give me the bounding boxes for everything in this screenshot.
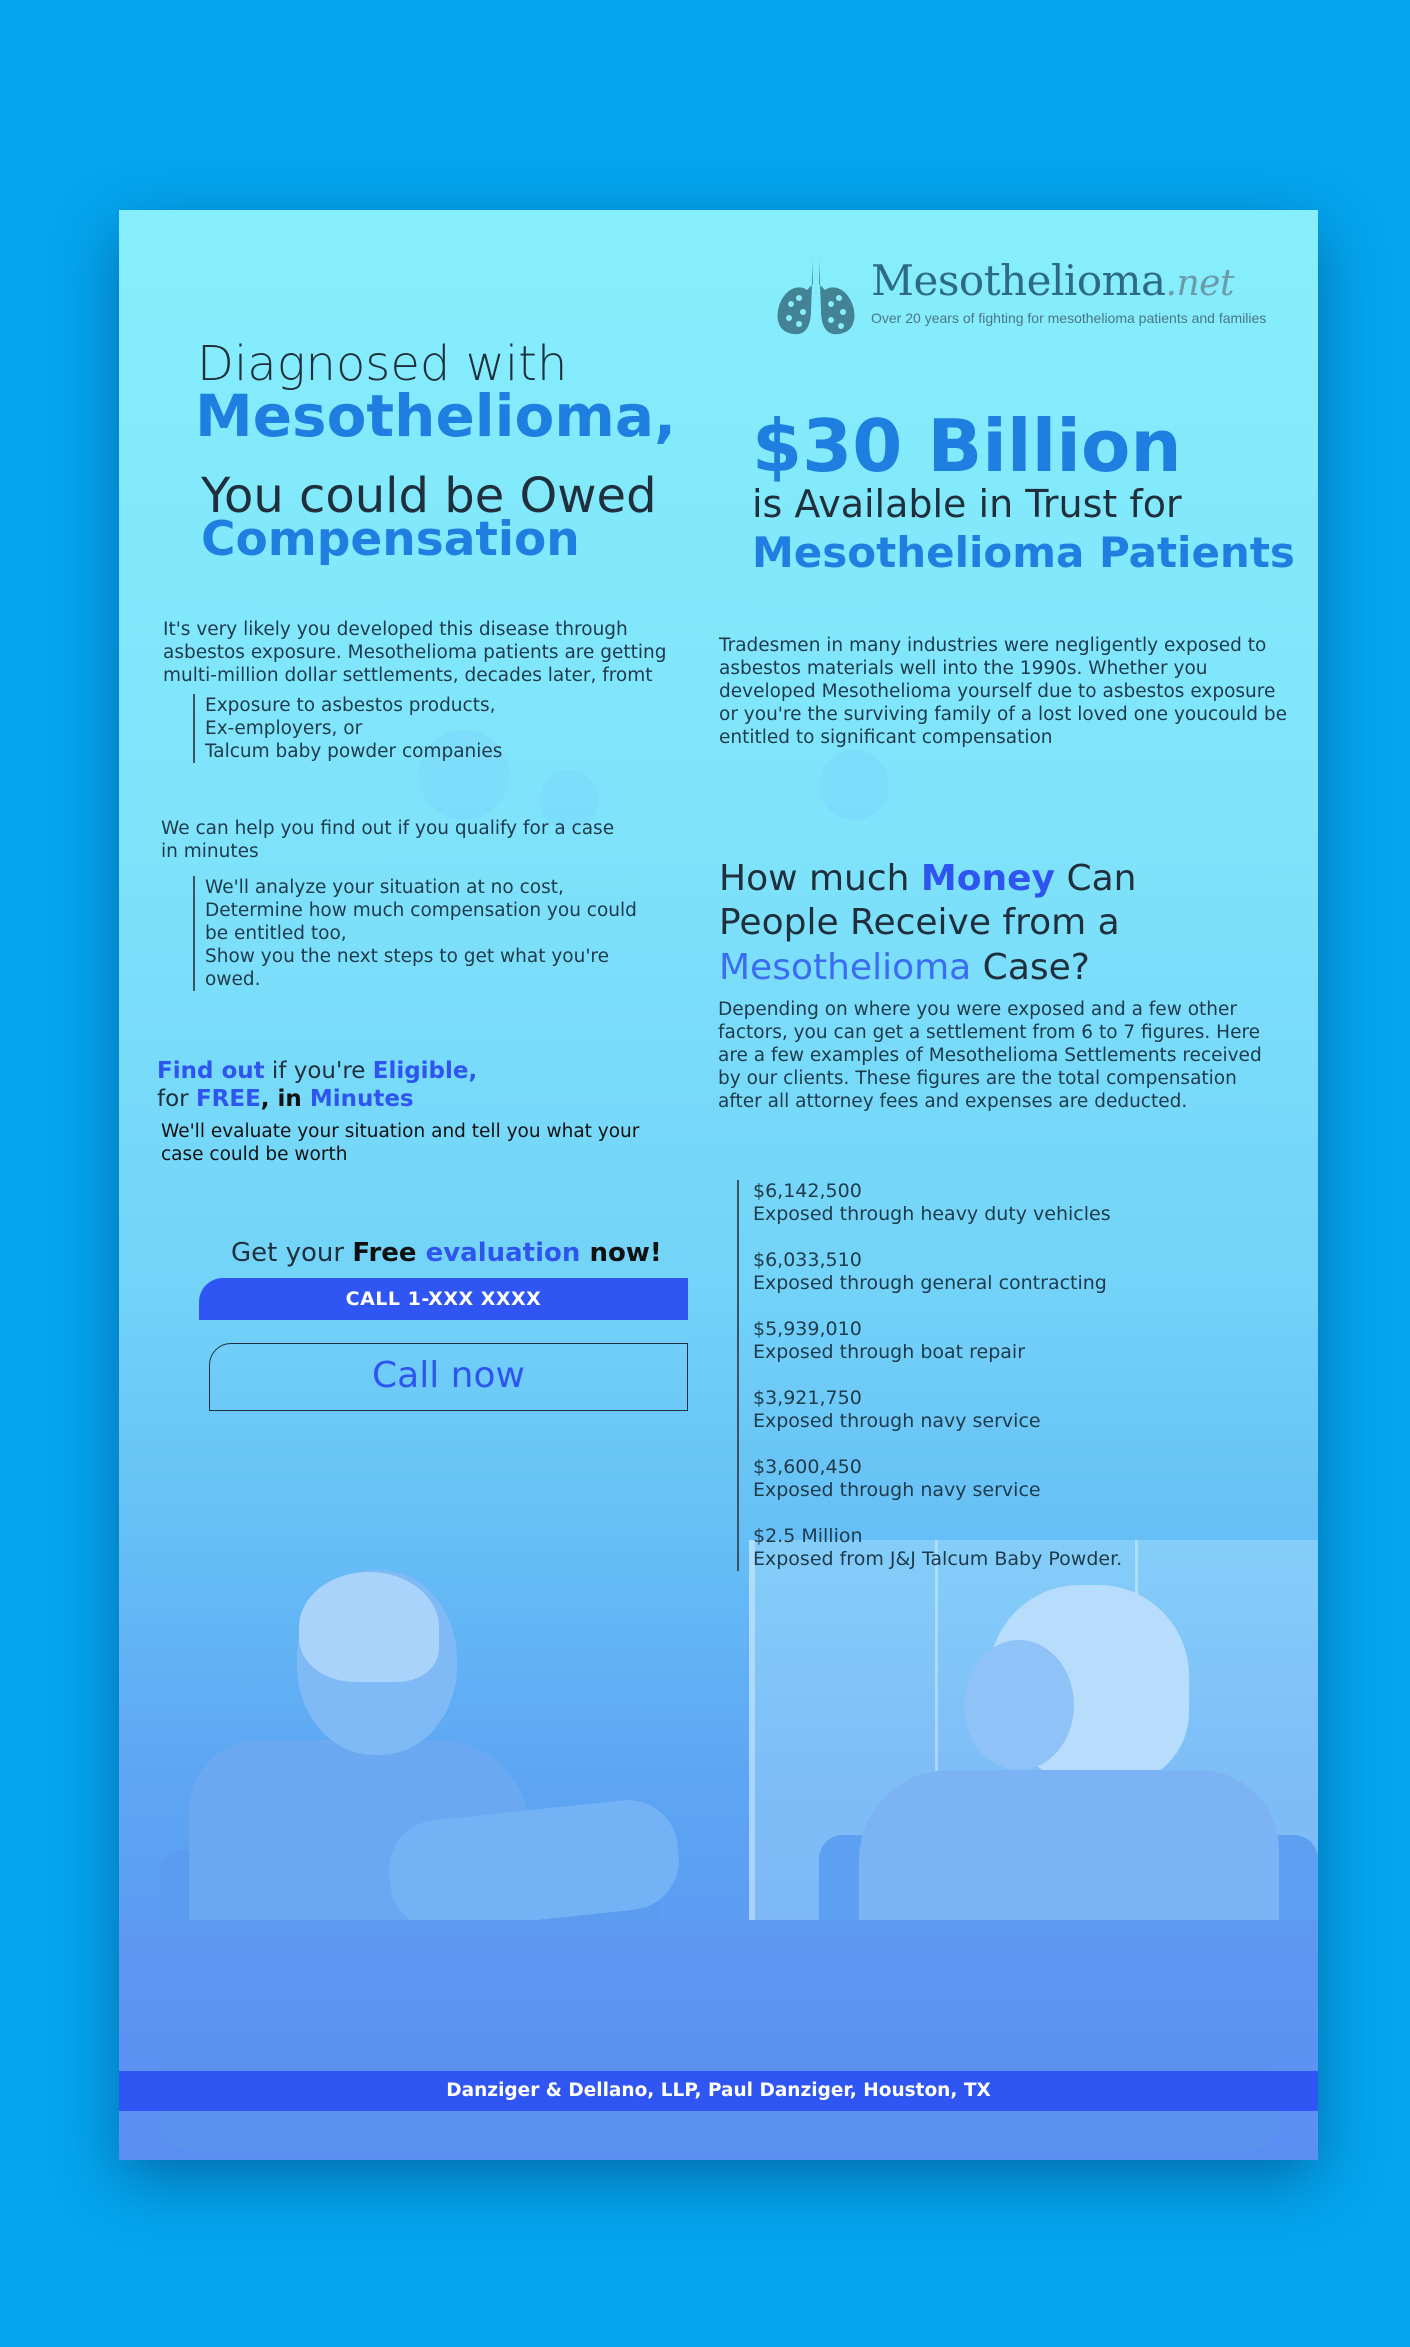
eligible-text: Eligible,: [372, 1058, 478, 1084]
call-now-button[interactable]: Call now: [209, 1343, 688, 1411]
settlement-amount: $3,921,750: [753, 1387, 862, 1409]
cta-text: Get your: [231, 1238, 353, 1268]
how-much-text: How much: [719, 858, 921, 899]
tradesmen-paragraph: Tradesmen in many industries were negligently exposed to asbestos materials well into the 1990s. Whether you developed Mesothelioma yourself due to asbestos exposure or you're the surviving family of a lost loved one youcould be entitled to significant compensation: [719, 635, 1288, 748]
headline-owed: You could be Owed: [201, 468, 657, 524]
eligibility-text: if you're: [264, 1058, 373, 1084]
cta-now: now!: [580, 1238, 662, 1268]
eligibility-text: for: [157, 1086, 196, 1112]
eligibility-line-1: [157, 1058, 477, 1084]
how-much-paragraph: Depending on where you were exposed and a few other factors, you can get a settlement from 6 to 7 figures. Here are a few examples of Mesothelioma Settlements received by our clients. These figures are the total compensation after all attorney fees and expenses are deducted.: [718, 999, 1262, 1112]
settlement-item: [753, 1387, 1122, 1433]
settlement-item: [753, 1525, 1122, 1571]
footer-firm-bar: Danziger & Dellano, LLP, Paul Danziger, Houston, TX: [119, 2071, 1318, 2111]
decor-circle: [819, 750, 889, 820]
logo-name: Mesothelioma: [871, 256, 1166, 305]
how-much-heading-line-1: [719, 858, 1136, 899]
exposure-list: [193, 694, 502, 763]
how-much-heading-line-2: People Receive from a: [719, 902, 1120, 943]
settlement-amount: $6,142,500: [753, 1180, 862, 1202]
how-much-text: Case?: [971, 947, 1090, 988]
call-number-button[interactable]: CALL 1-XXX XXXX: [199, 1278, 688, 1320]
settlement-amount: $3,600,450: [753, 1456, 862, 1478]
how-much-text: Can: [1055, 858, 1137, 899]
settlement-list: [737, 1180, 1122, 1571]
settlement-description: Exposed through navy service: [753, 1479, 1041, 1501]
logo-suffix: .net: [1165, 263, 1234, 304]
minutes-text: Minutes: [309, 1086, 414, 1112]
headline-available: is Available in Trust for: [752, 482, 1182, 526]
eligibility-text: , in: [260, 1086, 310, 1112]
man-hair: [299, 1572, 439, 1682]
headline-patients: Mesothelioma Patients: [752, 528, 1295, 577]
eligibility-subtext: We'll evaluate your situation and tell you what your case could be worth: [161, 1121, 640, 1165]
settlement-item: [753, 1318, 1122, 1364]
headline-compensation: Compensation: [201, 512, 580, 567]
cta-free: Free: [352, 1238, 417, 1268]
settlement-amount: $5,939,010: [753, 1318, 862, 1340]
help-paragraph: We can help you find out if you qualify for a case in minutes: [161, 818, 615, 862]
cta-evaluation: evaluation: [416, 1238, 581, 1268]
list-item: Show you the next steps to get what you're owed.: [205, 946, 610, 990]
eligibility-line-2: [157, 1086, 414, 1112]
headline-mesothelioma: Mesothelioma,: [195, 382, 676, 450]
settlement-amount: $2.5 Million: [753, 1525, 863, 1547]
settlement-description: Exposed through navy service: [753, 1410, 1041, 1432]
money-text: Money: [920, 858, 1055, 899]
logo-wordmark: [871, 256, 1234, 305]
settlement-item: [753, 1180, 1122, 1226]
settlement-description: Exposed from J&J Talcum Baby Powder.: [753, 1548, 1123, 1570]
settlement-description: Exposed through general contracting: [753, 1272, 1107, 1294]
lungs-icon: [773, 254, 859, 336]
how-much-heading-line-3: [719, 947, 1090, 988]
list-item: Talcum baby powder companies: [205, 741, 503, 762]
intro-paragraph: It's very likely you developed this disease through asbestos exposure. Mesothelioma patients are getting multi-million dollar settlements, decades later, fromt: [163, 619, 667, 686]
settlement-amount: $6,033,510: [753, 1249, 862, 1271]
settlement-description: Exposed through heavy duty vehicles: [753, 1203, 1111, 1225]
logo-tagline: Over 20 years of fighting for mesothelioma patients and families: [871, 310, 1267, 326]
help-list: [193, 876, 665, 991]
list-item: Exposure to asbestos products,: [205, 695, 496, 716]
settlement-item: [753, 1456, 1122, 1502]
list-item: We'll analyze your situation at no cost,: [205, 877, 564, 898]
headline-amount: $30 Billion: [752, 404, 1182, 488]
ad-card: [119, 210, 1318, 2160]
list-item: Ex-employers, or: [205, 718, 363, 739]
headline-diagnosed: Diagnosed with: [197, 336, 568, 392]
mesothelioma-text: Mesothelioma: [719, 947, 972, 988]
free-text: FREE: [195, 1086, 261, 1112]
list-item: Determine how much compensation you could be entitled too,: [205, 900, 637, 944]
find-out-text: Find out: [157, 1058, 265, 1084]
free-evaluation-heading: [231, 1238, 662, 1268]
settlement-item: [753, 1249, 1122, 1295]
settlement-description: Exposed through boat repair: [753, 1341, 1026, 1363]
woman-face: [964, 1640, 1074, 1770]
